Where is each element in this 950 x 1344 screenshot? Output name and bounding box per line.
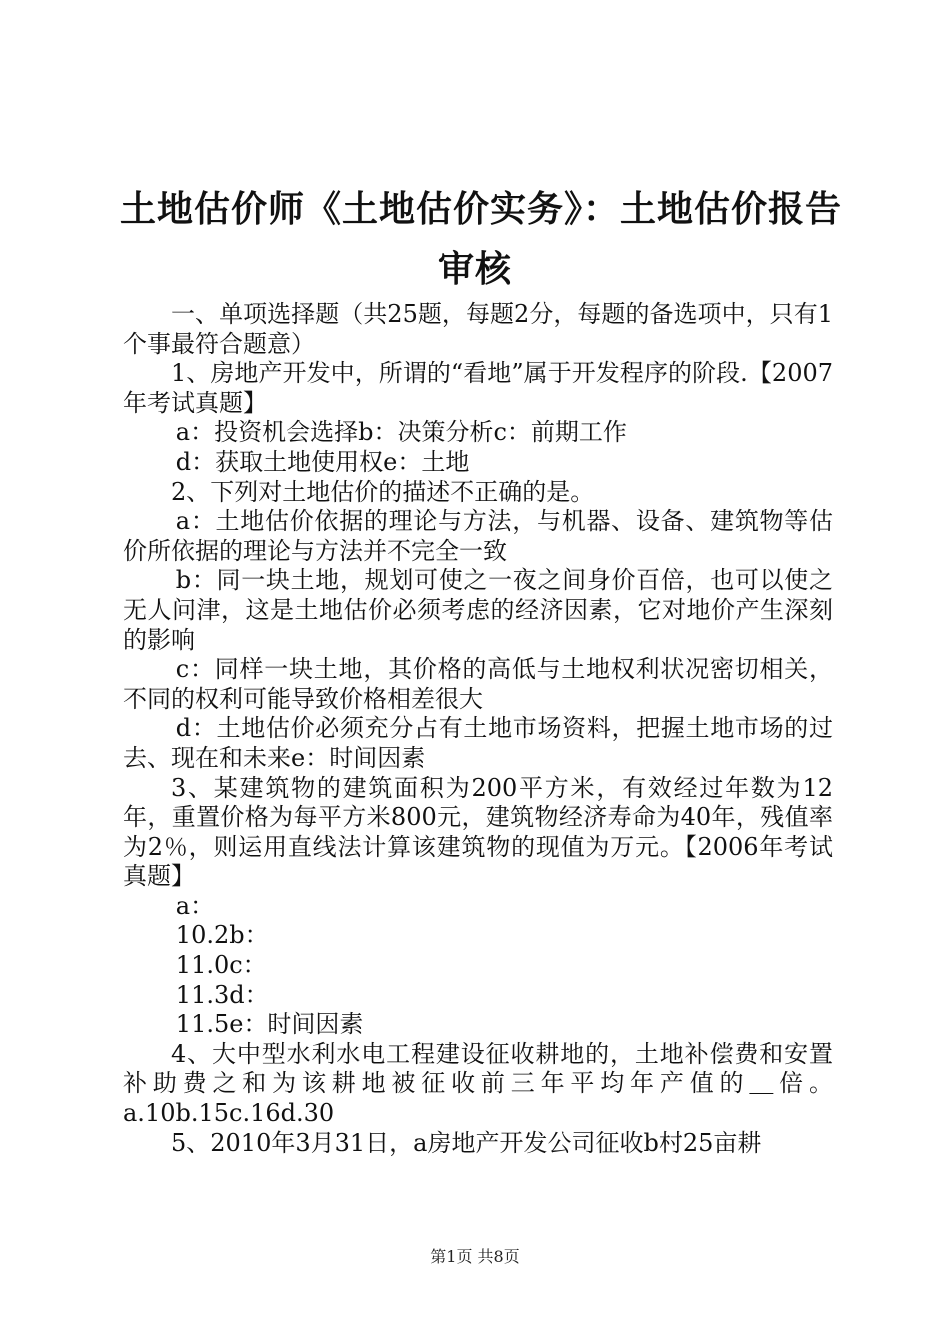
question-2-option-b: b：同一块土地，规划可使之一夜之间身价百倍，也可以使之无人问津，这是土地估价必须考虑的经济因素，它对地价产生深刻的影响 xyxy=(123,566,833,654)
question-2-option-d-e: d：土地估价必须充分占有土地市场资料，把握土地市场的过去、现在和未来e：时间因素 xyxy=(123,714,833,772)
page-footer: 第1页 共8页 xyxy=(430,1247,520,1266)
section-heading-single-choice: 一、单项选择题（共25题，每题2分，每题的备选项中，只有1个事最符合题意） xyxy=(123,300,833,358)
question-1-options-d-e: d：获取土地使用权e：土地 xyxy=(175,447,470,476)
document-title-line-2: 审核 xyxy=(437,249,512,290)
question-2-option-c: c：同样一块土地，其价格的高低与土地权利状况密切相关，不同的权利可能导致价格相差很大 xyxy=(123,655,833,713)
question-3-option-a: a： xyxy=(175,891,215,920)
question-2-option-a: a：土地估价依据的理论与方法，与机器、设备、建筑物等估价所依据的理论与方法并不完全一致 xyxy=(123,507,833,565)
question-3: 3、某建筑物的建筑面积为200平方米，有效经过年数为12年，重置价格为每平方米800元，建筑物经济寿命为40年，残值率为2％，则运用直线法计算该建筑物的现值为万元。【2006年考试真题】 xyxy=(123,773,833,891)
question-1-options-a-c: a：投资机会选择b：决策分析c：前期工作 xyxy=(175,418,627,447)
question-5: 5、2010年3月31日，a房地产开发公司征收b村25亩耕 xyxy=(171,1128,762,1157)
question-1: 1、房地产开发中，所谓的“看地”属于开发程序的阶段.【2007年考试真题】 xyxy=(123,359,833,417)
document-body xyxy=(123,300,833,1158)
document-title-line-1: 土地估价师《土地估价实务》：土地估价报告 xyxy=(120,189,843,230)
question-3-option-b: 10.2b： xyxy=(175,921,269,950)
question-3-option-d: 11.3d： xyxy=(175,980,269,1009)
question-3-option-e: 11.5e：时间因素 xyxy=(175,1010,364,1039)
question-3-option-c: 11.0c： xyxy=(175,951,267,980)
question-4: 4、大中型水利水电工程建设征收耕地的，土地补偿费和安置补助费之和为该耕地被征收前三年平均年产值的＿倍。a.10b.15c.16d.30 xyxy=(123,1039,833,1128)
question-2: 2、下列对土地估价的描述不正确的是。 xyxy=(171,477,595,506)
